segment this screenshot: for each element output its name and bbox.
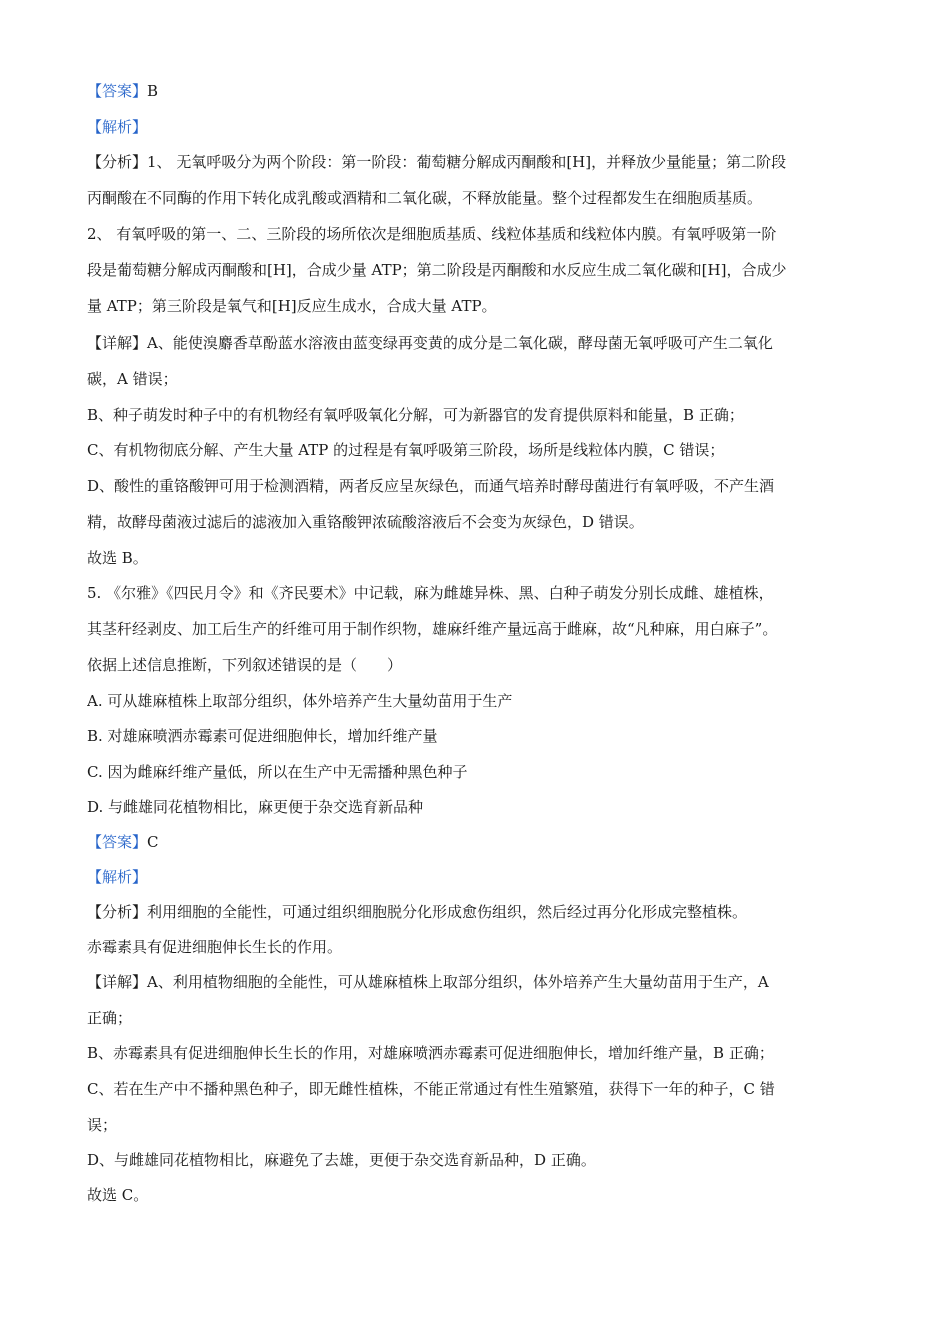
answer-line-1	[87, 81, 877, 101]
detail-line: D、酸性的重铬酸钾可用于检测酒精，两者反应呈灰绿色，而通气培养时酵母菌进行有氧呼吸，不产生酒	[87, 477, 775, 495]
detail-line: D、与雌雄同花植物相比，麻避免了去雄，更便于杂交选育新品种，D 正确。	[87, 1151, 596, 1169]
question-stem: 5. 《尔雅》《四民月令》和《齐民要术》中记载，麻为雌雄异株、黑、白种子萌发分别长成雌、雄植株，	[87, 584, 774, 602]
answer-value: B	[147, 82, 159, 100]
fenxi-text: 1、 无氧呼吸分为两个阶段：第一阶段：葡萄糖分解成丙酮酸和[H]，并释放少量能量；第二阶段	[147, 153, 787, 171]
question-stem: 其茎秆经剥皮、加工后生产的纤维可用于制作织物，雄麻纤维产量远高于雌麻，故“凡种麻，用白麻子”。	[87, 620, 778, 638]
option-a: A. 可从雄麻植株上取部分组织，体外培养产生大量幼苗用于生产	[87, 692, 513, 710]
detail-line: B、赤霉素具有促进细胞伸长生长的作用，对雄麻喷洒赤霉素可促进细胞伸长，增加纤维产量，B 正确；	[87, 1044, 774, 1062]
fenxi-tag: 【分析】	[87, 153, 148, 171]
fenxi-line: 2、 有氧呼吸的第一、二、三阶段的场所依次是细胞质基质、线粒体基质和线粒体内膜。有氧呼吸第一阶	[87, 225, 777, 243]
fenxi-line: 丙酮酸在不同酶的作用下转化成乳酸或酒精和二氧化碳，不释放能量。整个过程都发生在细胞质基质。	[87, 189, 763, 207]
detail-tag: 【详解】	[87, 334, 148, 352]
analysis-line-2	[87, 867, 877, 887]
analysis-tag: 【解析】	[87, 118, 148, 136]
fenxi-tag: 【分析】	[87, 903, 148, 921]
analysis-tag: 【解析】	[87, 868, 148, 886]
detail-line: 正确；	[87, 1009, 133, 1027]
detail-line: C、若在生产中不播种黑色种子，即无雌性植株，不能正常通过有性生殖繁殖，获得下一年的种子，C 错	[87, 1080, 775, 1098]
fenxi-line: 段是葡萄糖分解成丙酮酸和[H]，合成少量 ATP；第二阶段是丙酮酸和水反应生成二氧化碳和[H]，合成少	[87, 261, 787, 279]
option-d: D. 与雌雄同花植物相比，麻更便于杂交选育新品种	[87, 798, 424, 816]
fenxi-line: 量 ATP；第三阶段是氧气和[H]反应生成水，合成大量 ATP。	[87, 297, 497, 315]
detail-text: A、能使溴麝香草酚蓝水溶液由蓝变绿再变黄的成分是二氧化碳，酵母菌无氧呼吸可产生二氧化	[147, 334, 773, 352]
conclusion-line: 故选 C。	[87, 1186, 149, 1204]
detail-line: B、种子萌发时种子中的有机物经有氧呼吸氧化分解，可为新器官的发育提供原料和能量，B 正确；	[87, 406, 744, 424]
answer-tag: 【答案】	[87, 833, 148, 851]
detail-line	[87, 972, 877, 992]
fenxi-text: 利用细胞的全能性，可通过组织细胞脱分化形成愈伤组织，然后经过再分化形成完整植株。	[147, 903, 748, 921]
conclusion-line: 故选 B。	[87, 549, 148, 567]
answer-value: C	[147, 833, 159, 851]
fenxi-line	[87, 902, 877, 922]
answer-line-2	[87, 832, 877, 852]
question-stem: 依据上述信息推断，下列叙述错误的是（ ）	[87, 656, 403, 674]
detail-line	[87, 333, 877, 353]
option-b: B. 对雄麻喷洒赤霉素可促进细胞伸长，增加纤维产量	[87, 727, 438, 745]
detail-line: 误；	[87, 1116, 118, 1134]
fenxi-line	[87, 152, 877, 172]
analysis-line-1	[87, 117, 877, 137]
detail-line: 碳，A 错误；	[87, 370, 178, 388]
option-c: C. 因为雌麻纤维产量低，所以在生产中无需播种黑色种子	[87, 763, 468, 781]
detail-tag: 【详解】	[87, 973, 148, 991]
fenxi-line: 赤霉素具有促进细胞伸长生长的作用。	[87, 938, 343, 956]
detail-text: A、利用植物细胞的全能性，可从雄麻植株上取部分组织，体外培养产生大量幼苗用于生产，A	[147, 973, 769, 991]
answer-tag: 【答案】	[87, 82, 148, 100]
detail-line: 精，故酵母菌液过滤后的滤液加入重铬酸钾浓硫酸溶液后不会变为灰绿色，D 错误。	[87, 513, 644, 531]
detail-line: C、有机物彻底分解、产生大量 ATP 的过程是有氧呼吸第三阶段，场所是线粒体内膜，C 错误；	[87, 441, 725, 459]
